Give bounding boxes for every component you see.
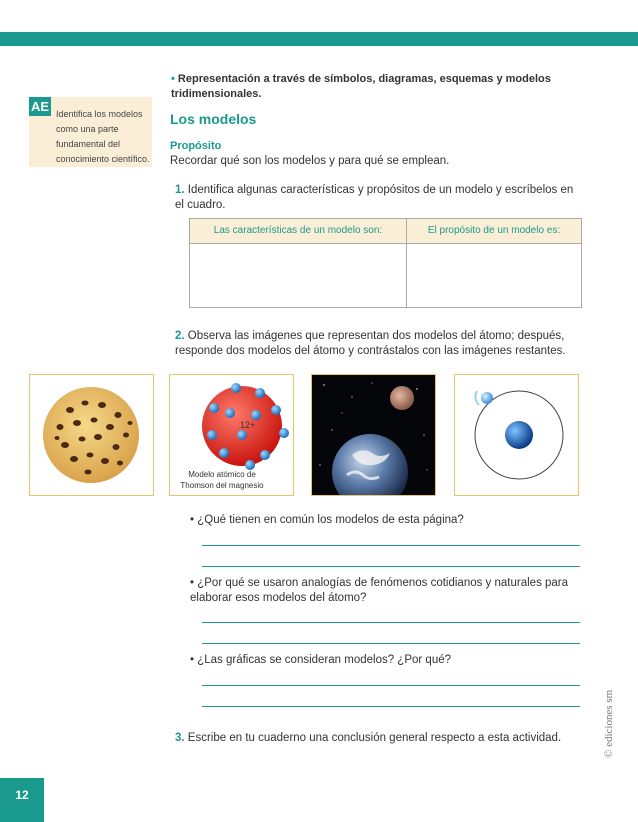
thomson-model-image (169, 374, 294, 496)
header-bullet (171, 72, 571, 102)
question-bullet-3 (190, 653, 580, 668)
orbit-atom-image (454, 374, 579, 496)
bullet-dot: • (171, 73, 175, 85)
top-color-bar (0, 32, 638, 46)
cookie-image (29, 374, 154, 496)
question-number: 3. (175, 732, 185, 744)
table-header-purpose: El propósito de un modelo es: (407, 219, 581, 244)
purpose-text: Recordar qué son los modelos y para qué se emplean. (170, 155, 450, 167)
bullet-dot: • (190, 654, 195, 666)
answer-line[interactable] (202, 706, 580, 707)
question-text: Observa las imágenes que representan dos modelos del átomo; después, responde dos modelos del átomo y contrástalos con las imágenes restantes. (175, 330, 566, 357)
thomson-caption: Modelo atómico de Thomson del magnesio (180, 470, 264, 490)
copyright-text: © ediciones sm (603, 689, 615, 758)
answer-line[interactable] (202, 566, 580, 567)
publisher-logo (597, 670, 621, 760)
question-text: ¿Qué tienen en común los modelos de esta página? (197, 514, 464, 526)
question-number: 1. (175, 184, 185, 196)
question-number: 2. (175, 330, 185, 342)
table-header-characteristics: Las características de un modelo son: (190, 219, 407, 244)
bullet-dot: • (190, 514, 195, 526)
answer-line[interactable] (202, 685, 580, 686)
answer-table (189, 218, 582, 308)
learning-expectation-text: Identifica los modelos como una parte fundamental del conocimiento científico. (56, 109, 150, 164)
question-text: Escribe en tu cuaderno una conclusión general respecto a esta actividad. (187, 732, 562, 744)
table-divider (406, 219, 407, 307)
bullet-dot: • (190, 577, 195, 589)
question-bullet-1 (190, 513, 580, 528)
purpose-label: Propósito (170, 140, 222, 152)
question-3 (175, 731, 575, 746)
section-title: Los modelos (170, 111, 257, 127)
thomson-charge-label: 12+ (240, 420, 256, 430)
question-text: ¿Por qué se usaron analogías de fenómenos cotidianos y naturales para elaborar esos modelos del átomo? (190, 577, 569, 604)
answer-line[interactable] (202, 643, 580, 644)
question-text: Identifica algunas características y propósitos de un modelo y escríbelos en el cuadro. (175, 184, 574, 211)
question-bullet-2 (190, 576, 570, 606)
question-1 (175, 183, 575, 213)
page-number: 12 (0, 778, 44, 822)
question-text: ¿Las gráficas se consideran modelos? ¿Por qué? (197, 654, 452, 666)
answer-line[interactable] (202, 545, 580, 546)
ae-tag: AE (30, 99, 50, 114)
earth-moon-image (311, 374, 436, 496)
question-2 (175, 329, 575, 359)
answer-line[interactable] (202, 622, 580, 623)
header-bullet-text: Representación a través de símbolos, diagramas, esquemas y modelos tridimensionales. (171, 73, 551, 100)
